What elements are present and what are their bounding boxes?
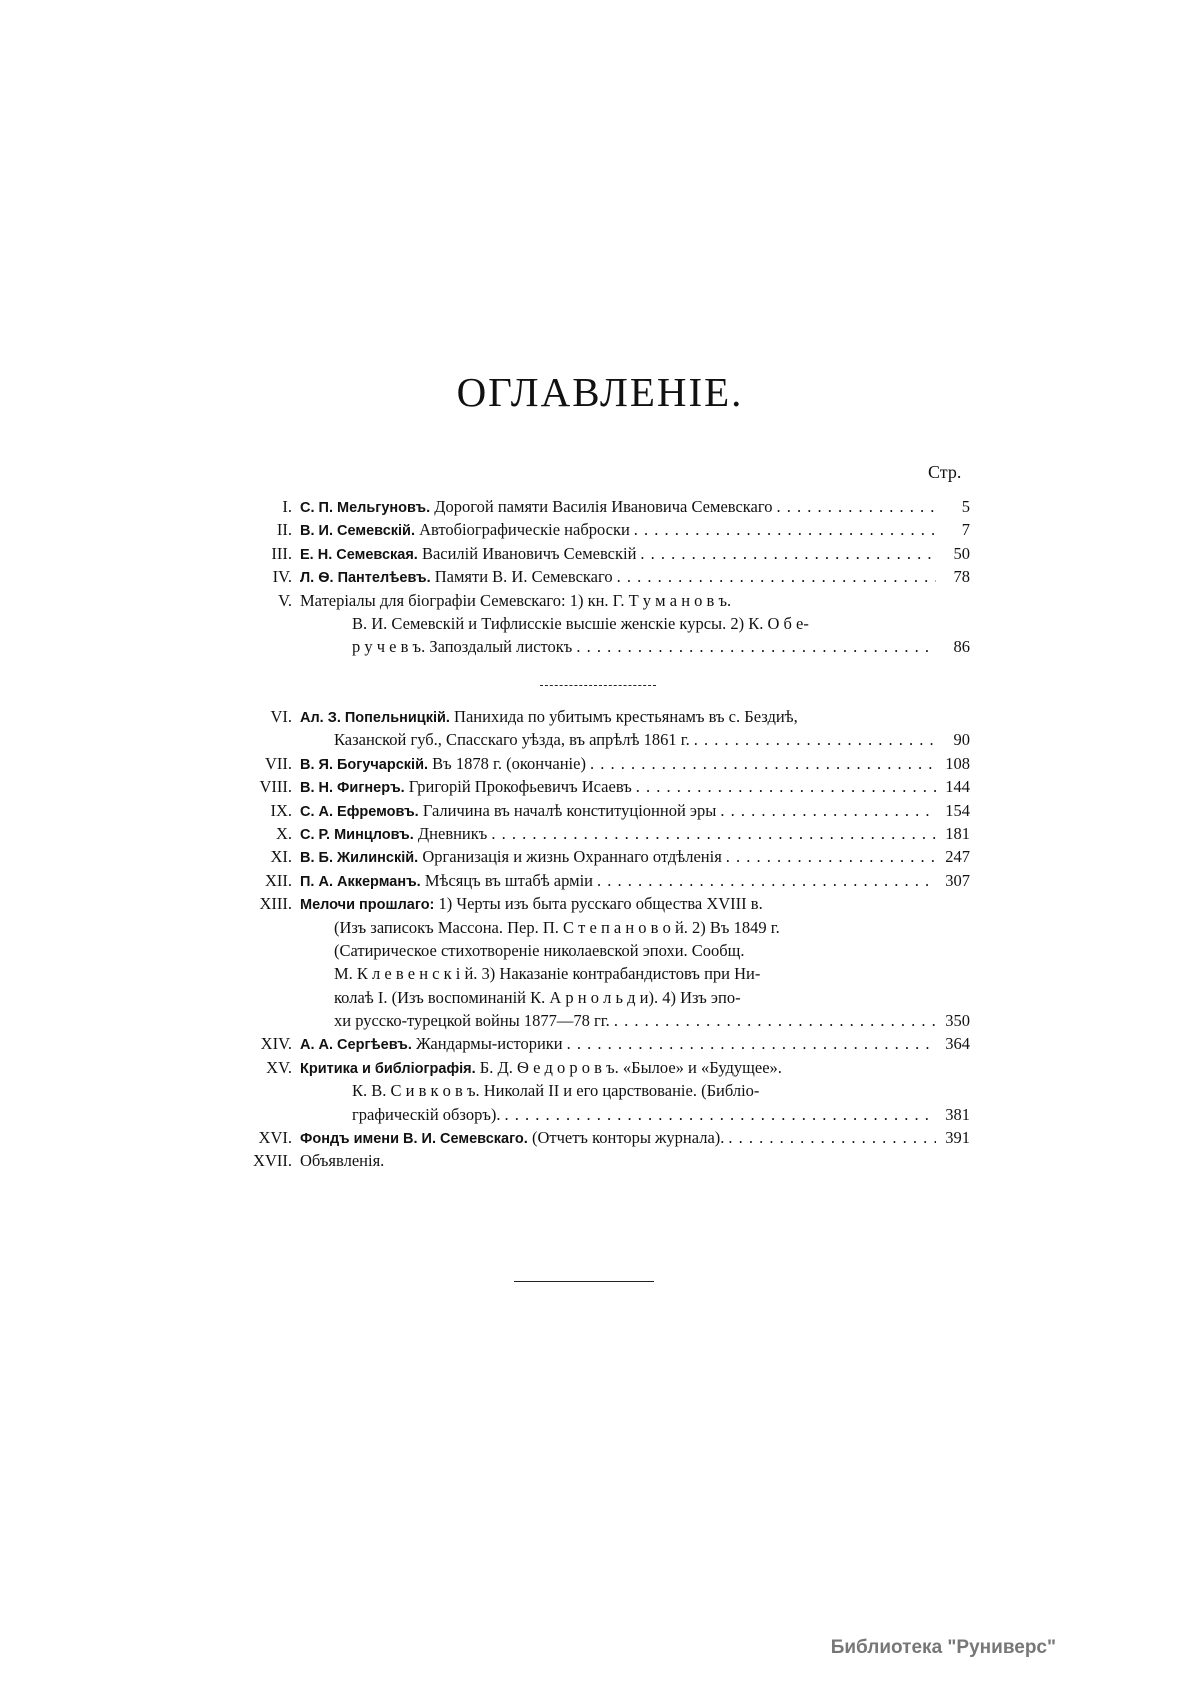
toc-entry-line-text: (Отчетъ конторы журнала). — [531, 1128, 725, 1148]
toc-section-2 — [230, 705, 970, 1173]
toc-leader-dots — [694, 728, 936, 751]
toc-entry-row — [300, 495, 970, 520]
toc-entry-line-text: Объявленія. — [300, 1151, 385, 1171]
toc-line — [230, 1009, 970, 1032]
toc-entry-row — [334, 1009, 970, 1032]
toc-line — [230, 1149, 970, 1172]
toc-leader-dots — [776, 495, 936, 520]
toc-entry-text — [300, 565, 970, 590]
toc-line — [230, 565, 970, 588]
toc-entry-line-text: колаѣ I. (Изъ воспоминаній К. А р н о л ь д и). 4) Изъ эпо- — [334, 987, 741, 1007]
toc-entry-number: XIV. — [260, 1034, 292, 1054]
toc-entry-text — [300, 705, 970, 730]
toc-entry-text — [300, 1149, 970, 1172]
toc-entry-line-text: 1) Черты изъ быта русскаго общества XVIII в. — [438, 894, 763, 914]
toc-entry-title — [300, 892, 763, 917]
toc-entry-row — [300, 565, 970, 590]
toc-entry-line-text: Жандармы-историки — [416, 1034, 563, 1054]
toc-entry-line-text: Григорій Прокофьевичъ Исаевъ — [408, 777, 632, 797]
toc-line — [230, 495, 970, 518]
page-column-label: Стр. — [928, 462, 962, 482]
toc-entry-line-text: Дневникъ — [417, 823, 488, 843]
toc-entry-author: Критика и библіографія. — [300, 1060, 476, 1077]
toc-entry-author: П. А. Аккерманъ. — [300, 873, 421, 890]
toc-entry-row — [334, 939, 970, 962]
toc-entry-title — [300, 775, 632, 800]
toc-line — [230, 728, 970, 751]
toc-leader-dots — [576, 635, 936, 658]
toc-entry-title — [300, 589, 731, 612]
toc-line — [230, 635, 970, 658]
toc-entry-title — [352, 635, 572, 658]
toc-entry-title — [300, 1032, 563, 1057]
toc-entry-number: II. — [276, 520, 292, 540]
toc-entry-row — [300, 822, 970, 847]
toc-entry-text — [352, 1079, 970, 1102]
toc-leader-dots — [634, 518, 936, 543]
toc-entry-line-text: р у ч е в ъ. Запоздалый листокъ — [352, 637, 573, 657]
toc-entry-line-text: Галичина въ началѣ конституціонной эры — [422, 800, 717, 820]
toc-entry-line-text: хи русско-турецкой войны 1877—78 гг. — [334, 1011, 610, 1031]
toc-line — [230, 962, 970, 985]
toc-line — [230, 1032, 970, 1055]
toc-entry-title — [334, 939, 745, 962]
toc-line — [230, 1056, 970, 1079]
toc-entry-line-text: (Изъ записокъ Массона. Пер. П. С т е п а н о в о й. 2) Въ 1849 г. — [334, 917, 780, 937]
toc-entry-author: В. Н. Фигнеръ. — [300, 780, 405, 797]
toc-entry-row — [352, 612, 970, 635]
toc-entry-number: XII. — [264, 870, 292, 890]
toc-entry-row — [352, 1103, 970, 1126]
toc-entry-text — [300, 518, 970, 543]
toc-entry-row — [300, 1149, 970, 1172]
toc-entry-text — [300, 495, 970, 520]
toc-entry-row — [334, 916, 970, 939]
toc-leader-dots — [640, 542, 936, 567]
toc-entry-number: VIII. — [259, 777, 292, 797]
toc-entry-title — [334, 916, 780, 939]
toc-line — [230, 752, 970, 775]
toc-entry-text — [352, 612, 970, 635]
toc-entry-title — [300, 845, 722, 870]
toc-entry-text — [300, 799, 970, 824]
toc-entry-title — [300, 518, 630, 543]
toc-entry-title — [300, 822, 487, 847]
toc-entry-text — [334, 728, 970, 751]
toc-entry-author: Ал. З. Попельницкій. — [300, 710, 450, 726]
toc-entry-text — [334, 939, 970, 962]
toc-entry-title — [300, 495, 772, 520]
toc-entry-text — [334, 986, 970, 1009]
toc-entry-line-text: Казанской губ., Спасскаго уѣзда, въ апрѣлѣ 1861 г. — [334, 730, 690, 750]
toc-line — [230, 1126, 970, 1149]
toc-line — [230, 986, 970, 1009]
toc-entry-page: 108 — [945, 753, 970, 773]
toc-line — [230, 518, 970, 541]
toc-entry-row — [300, 1126, 970, 1151]
toc-entry-title — [300, 542, 636, 567]
toc-entry-text — [300, 1126, 970, 1151]
toc-entry-number: IV. — [272, 567, 292, 587]
toc-entry-number: XVI. — [258, 1128, 292, 1148]
toc-entry-line-text: графическій обзоръ). — [352, 1104, 501, 1124]
toc-leader-dots — [636, 775, 936, 800]
toc-entry-author: Е. Н. Семевская. — [300, 546, 418, 563]
toc-leader-dots — [491, 822, 936, 847]
toc-entry-row — [300, 542, 970, 567]
toc-entry-number: I. — [282, 497, 292, 516]
toc-line — [230, 775, 970, 798]
toc-leader-dots — [597, 869, 936, 894]
toc-entry-title — [352, 612, 809, 635]
toc-entry-row — [300, 892, 970, 917]
toc-entry-text — [300, 589, 970, 612]
toc-entry-row — [300, 845, 970, 870]
toc-entry-number: III. — [271, 543, 292, 563]
toc-entry-line-text: Памяти В. И. Семевскаго — [434, 567, 613, 587]
toc-entry-line-text: Въ 1878 г. (окончаніе) — [432, 753, 586, 773]
toc-entry-text — [300, 822, 970, 847]
toc-entry-row — [334, 962, 970, 985]
toc-entry-line-text: Матеріалы для біографіи Семевскаго: 1) кн. Г. Т у м а н о в ъ. — [300, 590, 732, 610]
toc-entry-text — [300, 892, 970, 917]
toc-entry-row — [300, 518, 970, 543]
section-divider — [540, 685, 656, 686]
toc-line — [230, 799, 970, 822]
toc-entry-page: 144 — [945, 777, 970, 797]
toc-entry-number: IX. — [270, 800, 292, 820]
toc-line — [230, 705, 970, 728]
library-watermark: Библиотека "Руниверс" — [830, 1637, 1056, 1658]
toc-entry-title — [300, 1149, 384, 1172]
toc-entry-page: 381 — [945, 1104, 970, 1124]
toc-entry-line-text: (Сатирическое стихотвореніе николаевской эпохи. Сообщ. — [334, 940, 745, 960]
toc-entry-page: 364 — [945, 1034, 970, 1054]
toc-entry-title — [334, 728, 690, 751]
end-divider — [514, 1281, 654, 1282]
toc-entry-title — [300, 705, 798, 730]
toc-entry-row — [300, 1056, 970, 1081]
toc-entry-row — [300, 589, 970, 612]
toc-entry-title — [352, 1103, 501, 1126]
toc-entry-line-text: Автобіографическіе наброски — [419, 520, 630, 540]
toc-line — [230, 916, 970, 939]
toc-entry-row — [334, 986, 970, 1009]
toc-entry-author: С. П. Мельгуновъ. — [300, 500, 431, 516]
toc-entry-row — [300, 752, 970, 777]
toc-entry-number: XIII. — [259, 894, 292, 914]
toc-entry-author: А. А. Сергѣевъ. — [300, 1037, 412, 1054]
toc-entry-row — [352, 635, 970, 658]
toc-entry-number: VII. — [264, 753, 292, 773]
toc-entry-title — [300, 799, 716, 824]
toc-entry-title — [300, 1126, 724, 1151]
page-title: ОГЛАВЛЕНІЕ. — [456, 369, 744, 415]
toc-line — [230, 892, 970, 915]
toc-entry-author: Л. Ѳ. Пантелѣевъ. — [300, 570, 431, 587]
toc-entry-title — [352, 1079, 759, 1102]
toc-entry-title — [300, 752, 586, 777]
toc-entry-text — [352, 1103, 970, 1126]
toc-entry-author: С. А. Ефремовъ. — [300, 803, 419, 820]
toc-entry-author: В. И. Семевскій. — [300, 523, 415, 540]
toc-entry-number: V. — [278, 590, 292, 610]
toc-entry-line-text: Дорогой памяти Василія Ивановича Семевскаго — [434, 497, 773, 516]
toc-line — [230, 822, 970, 845]
toc-entry-text — [334, 916, 970, 939]
toc-entry-page: 78 — [953, 567, 970, 587]
toc-entry-title — [334, 962, 760, 985]
toc-line — [230, 589, 970, 612]
toc-line — [230, 542, 970, 565]
toc-entry-text — [300, 869, 970, 894]
toc-entry-text — [334, 962, 970, 985]
toc-entry-page: 86 — [953, 637, 970, 657]
toc-section-1 — [230, 495, 970, 659]
toc-entry-title — [300, 869, 593, 894]
toc-entry-page: 154 — [945, 800, 970, 820]
toc-entry-row — [300, 705, 970, 730]
toc-entry-page: 391 — [945, 1128, 970, 1148]
toc-leader-dots — [590, 752, 936, 777]
toc-entry-text — [352, 635, 970, 658]
toc-line — [230, 1079, 970, 1102]
toc-line — [230, 1103, 970, 1126]
toc-entry-text — [334, 1009, 970, 1032]
toc-entry-page: 181 — [945, 823, 970, 843]
toc-entry-line-text: Б. Д. Ѳ е д о р о в ъ. «Былое» и «Будущее». — [479, 1057, 782, 1077]
toc-entry-title — [334, 1009, 610, 1032]
toc-entry-text — [300, 752, 970, 777]
toc-entry-line-text: М. К л е в е н с к і й. 3) Наказаніе контрабандистовъ при Ни- — [334, 964, 761, 984]
toc-entry-title — [300, 1056, 782, 1081]
toc-entry-page: 307 — [945, 870, 970, 890]
toc-entry-number: XVII. — [253, 1151, 292, 1171]
toc-entry-row — [300, 775, 970, 800]
toc-entry-text — [300, 775, 970, 800]
toc-entry-number: XV. — [266, 1057, 292, 1077]
toc-entry-text — [300, 542, 970, 567]
toc-entry-author: Фондъ имени В. И. Семевскаго. — [300, 1131, 528, 1148]
toc-entry-number: VI. — [270, 707, 292, 726]
toc-entry-row — [300, 1032, 970, 1057]
toc-leader-dots — [726, 845, 936, 870]
toc-entry-line-text: Василій Ивановичъ Семевскій — [421, 543, 637, 563]
toc-line — [230, 869, 970, 892]
toc-entry-title — [300, 565, 613, 590]
toc-entry-page: 50 — [953, 543, 970, 563]
toc-entry-row — [300, 799, 970, 824]
toc-entry-author: С. Р. Минцловъ. — [300, 826, 414, 843]
toc-entry-author: В. Б. Жилинскій. — [300, 850, 419, 867]
toc-leader-dots — [720, 799, 936, 824]
toc-entry-text — [300, 1056, 970, 1081]
toc-leader-dots — [617, 565, 936, 590]
toc-leader-dots — [728, 1126, 936, 1151]
toc-entry-row — [352, 1079, 970, 1102]
toc-entry-author: Мелочи прошлаго: — [300, 897, 435, 914]
toc-entry-line-text: Панихида по убитымъ крестьянамъ въ с. Бездиѣ, — [454, 707, 798, 726]
toc-leader-dots — [614, 1009, 936, 1032]
toc-line — [230, 845, 970, 868]
toc-entry-page: 90 — [953, 730, 970, 750]
toc-entry-page: 7 — [961, 520, 970, 540]
toc-entry-author: В. Я. Богучарскій. — [300, 756, 429, 773]
toc-entry-page: 350 — [945, 1011, 970, 1031]
toc-entry-page: 247 — [945, 847, 970, 867]
toc-line — [230, 939, 970, 962]
toc-leader-dots — [505, 1103, 937, 1126]
toc-line — [230, 612, 970, 635]
toc-entry-text — [300, 1032, 970, 1057]
toc-entry-line-text: Мѣсяцъ въ штабѣ арміи — [424, 870, 593, 890]
toc-entry-row — [300, 869, 970, 894]
toc-entry-title — [334, 986, 741, 1009]
toc-entry-page: 5 — [961, 497, 970, 516]
toc-entry-line-text: В. И. Семевскій и Тифлисскіе высшіе женскіе курсы. 2) К. О б е- — [352, 613, 809, 633]
toc-entry-line-text: Организація и жизнь Охраннаго отдѣленія — [422, 847, 722, 867]
toc-entry-number: XI. — [270, 847, 292, 867]
toc-entry-row — [334, 728, 970, 751]
toc-leader-dots — [567, 1032, 936, 1057]
toc-entry-number: X. — [275, 823, 292, 843]
toc-entry-line-text: К. В. С и в к о в ъ. Николай II и его царствованіе. (Библіо- — [352, 1081, 760, 1101]
toc-entry-text — [300, 845, 970, 870]
